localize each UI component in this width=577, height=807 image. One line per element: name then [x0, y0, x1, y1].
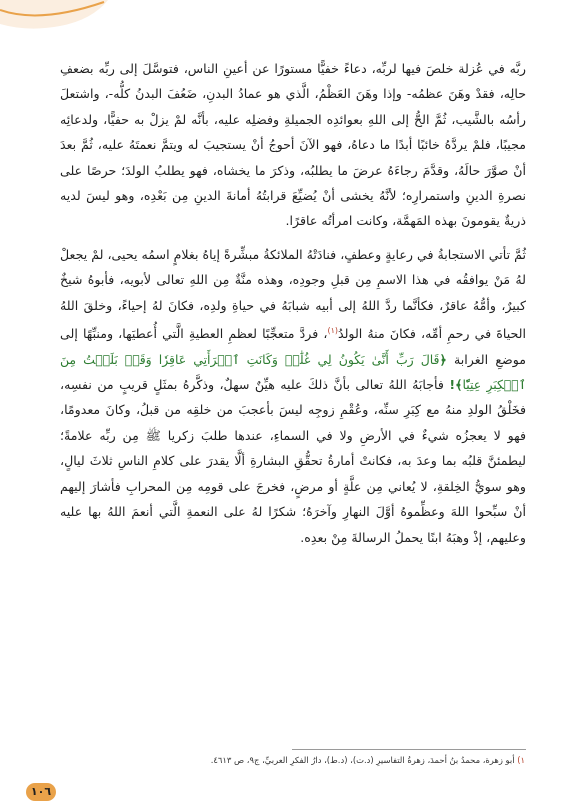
footnote-reference[interactable]: (١) — [327, 326, 338, 336]
verse-open-bracket: ﴿ — [439, 351, 447, 367]
corner-decoration — [0, 0, 110, 32]
page-number-badge: ١٠٦ — [26, 783, 56, 801]
paragraph-2-part-3: فأجابَهُ اللهُ تعالى بأنَّ ذلكَ عليه هيِّنٌ سهلٌ، وذكَّرهُ بمثَلٍ قريبٍ من نفسِه، فخَلْقُ الولدِ منهُ مع كِبَرِ سنِّه، وعُقْمِ زوجِه ليسَ بأعجبَ من خلقِه من قبلُ، وكانَ معدومًا، فهو لا يعجزُه شيءٌ في الأرضِ ولا في السماءِ، عندها طلبَ زكريا ﷺ مِن ربِّه علامةً؛ ليطمئنَّ قلبُه بما وعدَ به، فكانتْ أمارةُ تحقُّقِ البشارةِ ألَّا يقدرَ على كلامِ الناسِ ثلاثَ ليالٍ، وهو سويُّ الخِلقةِ، لا يُعاني مِن علَّةٍ أو مرضٍ، فخرجَ على قومِه مِن المحرابِ فأشارَ إليهم أنْ سبِّحوا اللهَ وعظِّموهُ أوَّلَ النهارِ وآخرَهُ؛ شكرًا لهُ على النعمةِ الَّتي أنعمَ اللهُ بها عليه وعليهم، إذْ وهبَهُ ابنًا يحملُ الرسالةَ مِنْ بعدِه. — [60, 377, 526, 545]
footnote-number: ١) — [517, 755, 525, 765]
footnote-text: أبو زهرة، محمدُ بنُ أحمدَ، زهرةُ التفاسيرِ (د.ت)، (د.ط)، دارُ الفكرِ العربيِّ، ج٩، ص ٤٦١٣. — [210, 755, 515, 765]
quran-verse: قَالَ رَبِّ أَنَّىٰ يَكُونُ لِي غُلَٰمٞ وَكَانَتِ ٱمۡرَأَتِي عَاقِرٗا وَقَدۡ بَلَغۡتُ مِنَ ٱلۡكِبَرِ عِتِيّٗا — [60, 351, 526, 393]
paragraph-1: ربَّه في عُزلة خلصَ فيها لربِّه، دعاءً خفيًّا مستورًا عن أعينِ الناس، فتوسَّلَ إلى ربِّه بضعفِ حالِه، فقدْ وهَنَ عظمُه- وإذا وهَنَ العَظْمُ، الَّذي هو عمادُ البدنِ، ضَعُفَ البدنُ كلُّه-، واشتعلَ رأسُه بالشَّيب، ثُمَّ الحُّ إلى اللهِ بعوائدِه الجميلةِ وفضلِه عليه، بأنَّه لمْ يزلْ به حفيًّا، ولدعائِه مجيبًا، فلمْ يردَّهُ خائبًا أبدًا ما دعاهُ، فهو الآنَ أحوجُ أنْ يستجيبَ له ويتمَّ نعمتَهُ عليه، ثُمَّ بعدَ أنْ صوَّرَ حالَهُ، وقدَّمَ رجاءَهُ عرضَ ما يطلبُه، وذكرَ ما يخشاه، فهو يطلبُ الولدَ؛ حرصًا على نصرةِ الدينِ واستمرارِه؛ لأنَّهُ يخشى أنْ يُضيِّعَ قرابتُهُ أمانةَ الدينِ مِن بَعْدِه، وهو ليسَ لديه ذريةٌ يقومونَ بهذه المَهمَّة، وكانت امرأتُه عاقرًا. — [60, 61, 526, 229]
verse-close-bracket: ﴾! — [449, 377, 463, 393]
paragraph-2-part-2: ، فردَّ متعجِّبًا لعظمِ العطيةِ الَّتي أُعطيَها، ومنبِّهًا إلى موضعِ الغرابة — [60, 326, 526, 367]
footnote — [55, 754, 525, 766]
paragraph-2-part-1: ثُمَّ تأتي الاستجابةُ في رعايةٍ وعطفٍ، فنادَتْهُ الملائكةُ مبشِّرةً إياهُ بغلامٍ اسمُه يحيى، لمْ يجعلْ لهُ مَنْ يوافقُه في هذا الاسمِ مِن قبلِ وجودِه، وهذه منَّةٌ مِن اللهِ تعالى لأبويه، فأبوهُ شيخٌ كبيرٌ، وأمُّهُ عاقرٌ، فكأنَّما ردَّ اللهُ إلى أبيه شبابَهُ في حياةِ ولدِه، فكانَ لهُ إحياءً، وخلقَ اللهُ الحياةَ في رحمِ أمِّه، فكانَ منهُ الولدُ — [60, 246, 526, 342]
body-text — [60, 56, 526, 550]
footnote-divider — [292, 749, 526, 750]
paragraph-2 — [60, 242, 526, 550]
